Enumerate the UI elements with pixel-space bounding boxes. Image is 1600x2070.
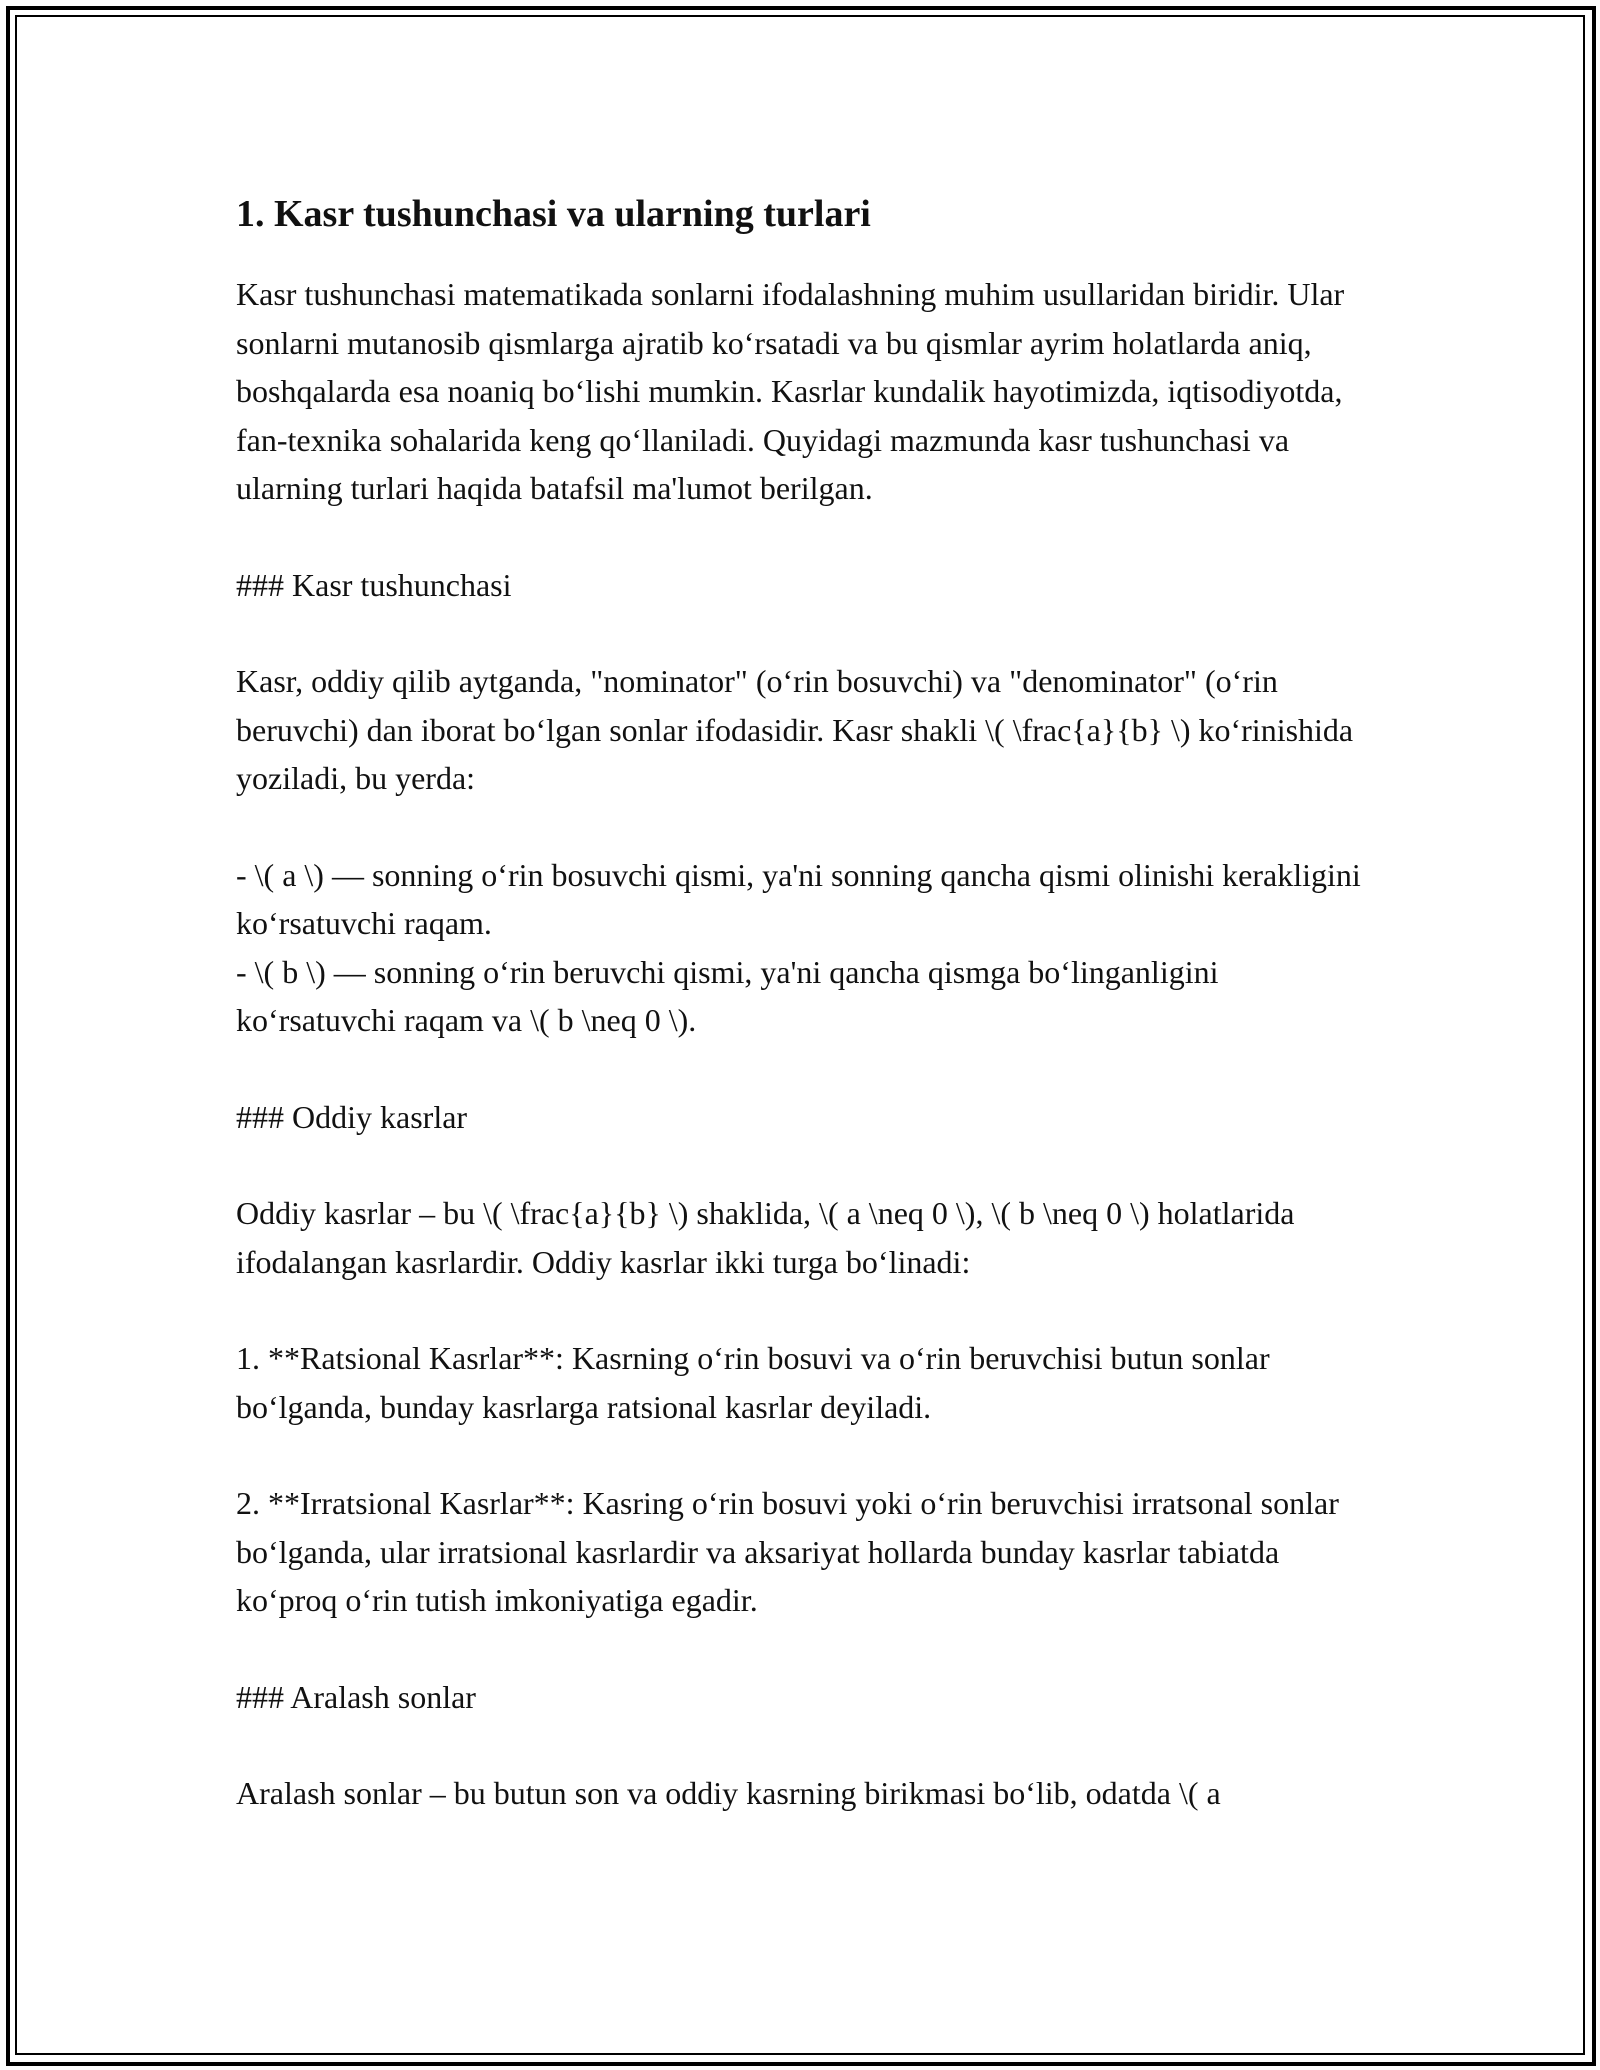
paragraph-spacer: [236, 1141, 1386, 1189]
aralash-sonlar-paragraph: Aralash sonlar – bu butun son va oddiy kasrning birikmasi bo‘lib, odatda \( a: [236, 1775, 1221, 1811]
paragraph-spacer: [236, 1286, 1386, 1334]
list-item-numerator: - \( a \) — sonning o‘rin bosuvchi qismi, ya'ni sonning qancha qismi olinishi kerakligini ko‘rsatuvchi raqam.: [236, 856, 1361, 941]
heading-aralash-sonlar: ### Aralash sonlar: [236, 1678, 476, 1715]
paragraph-spacer: [236, 1431, 1386, 1479]
heading-oddiy-kasrlar: ### Oddiy kasrlar: [236, 1098, 468, 1135]
list-item-ratsional: 1. **Ratsional Kasrlar**: Kasrning o‘rin bosuvi va o‘rin beruvchisi butun sonlar bo‘lganda, bunday kasrlarga ratsional kasrlar deyiladi.: [236, 1340, 1270, 1425]
definition-paragraph: Kasr, oddiy qilib aytganda, "nominator" (o‘rin bosuvchi) va "denominator" (o‘rin beruvchi) dan iborat bo‘lgan sonlar ifodasidir. Kasr shakli \( \frac{a}{b} \) ko‘rinishida yoziladi, bu yerda:: [236, 663, 1354, 796]
paragraph-spacer: [236, 803, 1386, 851]
paragraph-spacer: [236, 609, 1386, 657]
paragraph-spacer: [236, 513, 1386, 561]
paragraph-spacer: [236, 1625, 1386, 1673]
section-title: 1. Kasr tushunchasi va ularning turlari: [236, 193, 871, 235]
intro-paragraph: Kasr tushunchasi matematikada sonlarni ifodalashning muhim usullaridan biridir. Ular sonlarni mutanosib qismlarga ajratib ko‘rsatadi va bu qismlar ayrim holatlarda aniq, boshqalarda esa noaniq bo‘lishi mumkin. Kasrlar kundalik hayotimizda, iqtisodiyotda, fan-texnika sohalarida keng qo‘llaniladi. Quyidagi mazmunda kasr tushunchasi va ularning turlari haqida batafsil ma'lumot berilgan.: [236, 276, 1345, 506]
paragraph-spacer: [236, 1721, 1386, 1769]
paragraph-spacer: [236, 1045, 1386, 1093]
oddiy-kasrlar-paragraph: Oddiy kasrlar – bu \( \frac{a}{b} \) shaklida, \( a \neq 0 \), \( b \neq 0 \) holatlarida ifodalangan kasrlardir. Oddiy kasrlar ikki turga bo‘linadi:: [236, 1195, 1295, 1280]
list-item-denominator: - \( b \) — sonning o‘rin beruvchi qismi, ya'ni qancha qismga bo‘linganligini ko‘rsatuvchi raqam va \( b \neq 0 \).: [236, 953, 1219, 1038]
list-item-irratsional: 2. **Irratsional Kasrlar**: Kasring o‘rin bosuvi yoki o‘rin beruvchisi irratsonal sonlar bo‘lganda, ular irratsional kasrlardir va aksariyat hollarda bunday kasrlar tabiatda ko‘proq o‘rin tutish imkoniyatiga egadir.: [236, 1485, 1339, 1618]
heading-kasr-tushunchasi: ### Kasr tushunchasi: [236, 566, 512, 603]
document-body: [236, 186, 1386, 1818]
